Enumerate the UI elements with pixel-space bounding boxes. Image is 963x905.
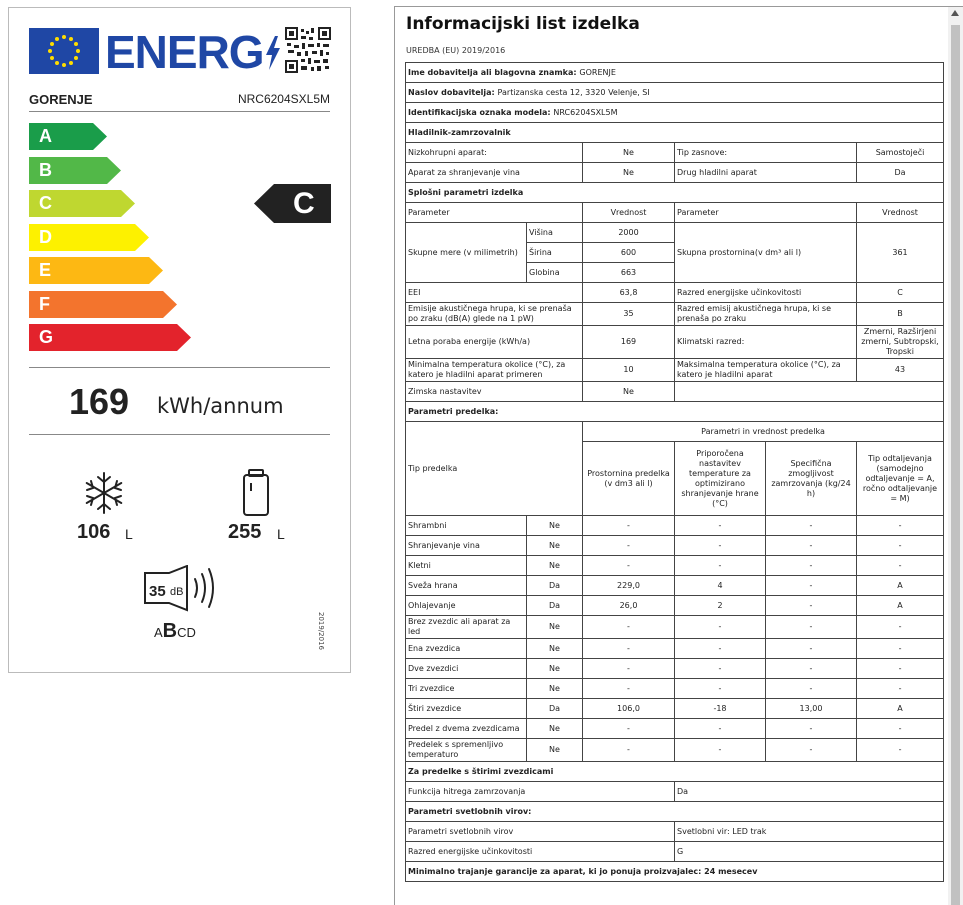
noise-unit: dB [170, 586, 184, 598]
compartment-heading: Parametri predelka: [406, 402, 944, 422]
compartment-name: Kletni [406, 556, 527, 576]
energy-wordmark: ENERG [105, 24, 282, 80]
compartment-defrost: - [857, 659, 944, 679]
compartment-freeze: - [766, 576, 857, 596]
lightning-icon [264, 36, 282, 70]
sheet-regulation: UREDBA (EU) 2019/2016 [406, 46, 506, 55]
compartment-temp: - [675, 556, 766, 576]
climate-label: Klimatski razred: [675, 326, 857, 359]
light-heading: Parametri svetlobnih virov: [406, 802, 944, 822]
compartment-volume: - [583, 719, 675, 739]
compartment-volume: - [583, 679, 675, 699]
compartment-row [406, 576, 944, 596]
compartment-present: Ne [527, 659, 583, 679]
compartment-type-label: Tip predelka [406, 422, 583, 516]
fast-freeze-value: Da [675, 782, 944, 802]
wine-label: Aparat za shranjevanje vina [406, 163, 583, 183]
compartment-params-label: Parametri in vrednost predelka [583, 422, 944, 442]
value-header: Vrednost [583, 203, 675, 223]
compartment-volume: - [583, 639, 675, 659]
compartment-defrost: - [857, 536, 944, 556]
compartment-row [406, 536, 944, 556]
compartment-volume: - [583, 516, 675, 536]
compartment-present: Da [527, 596, 583, 616]
compartment-volume: 26,0 [583, 596, 675, 616]
label-model: NRC6204SXL5M [237, 92, 330, 106]
compartment-row [406, 616, 944, 639]
width-label: Širina [527, 243, 583, 263]
general-heading: Splošni parametri izdelka [406, 183, 944, 203]
model-row: Identifikacijska oznaka modela: NRC6204SXL5M [406, 103, 944, 123]
compartment-volume: - [583, 536, 675, 556]
col-temp-header: Priporočena nastavitev temperature za optimizirano shranjevanje hrane (°C) [675, 442, 766, 516]
compartment-row [406, 679, 944, 699]
compartment-present: Ne [527, 719, 583, 739]
fast-freeze-label: Funkcija hitrega zamrzovanja [406, 782, 675, 802]
compartment-temp: - [675, 739, 766, 762]
compartment-volume: - [583, 659, 675, 679]
compartment-temp: - [675, 659, 766, 679]
freezer-volume-unit: L [125, 526, 133, 542]
scroll-up-arrow-icon[interactable] [951, 10, 959, 16]
compartment-name: Dve zvezdici [406, 659, 527, 679]
snowflake-icon [82, 471, 126, 515]
type-heading: Hladilnik-zamrzovalnik [406, 123, 944, 143]
compartment-freeze: - [766, 536, 857, 556]
compartment-row [406, 739, 944, 762]
divider [29, 367, 330, 368]
compartment-freeze: - [766, 616, 857, 639]
energy-class-bar-a [29, 123, 107, 150]
winter-label: Zimska nastavitev [406, 382, 583, 402]
compartment-freeze: - [766, 679, 857, 699]
compartment-name: Ohlajevanje [406, 596, 527, 616]
compartment-defrost: - [857, 719, 944, 739]
compartment-temp: - [675, 536, 766, 556]
low-noise-label: Nizkohrupni aparat: [406, 143, 583, 163]
compartment-defrost: - [857, 616, 944, 639]
eei-label: EEI [406, 283, 583, 303]
compartment-present: Ne [527, 616, 583, 639]
fridge-volume: 255 [228, 521, 262, 543]
product-info-table [405, 62, 944, 882]
energy-class-letter: C [39, 193, 52, 213]
col-freeze-header: Specifična zmogljivost zamrzovanja (kg/24 h) [766, 442, 857, 516]
param-header: Parameter [675, 203, 857, 223]
energy-class-letter: B [39, 159, 52, 180]
depth-label: Globina [527, 263, 583, 283]
depth-value: 663 [583, 263, 675, 283]
eu-flag-icon [29, 28, 99, 74]
energy-class-value: C [857, 283, 944, 303]
compartment-present: Ne [527, 739, 583, 762]
compartment-defrost: A [857, 699, 944, 719]
compartment-freeze: 13,00 [766, 699, 857, 719]
light-class-label: Razred energijske učinkovitosti [406, 842, 675, 862]
compartment-defrost: - [857, 556, 944, 576]
compartment-defrost: - [857, 639, 944, 659]
winter-value: Ne [583, 382, 675, 402]
compartment-name: Sveža hrana [406, 576, 527, 596]
compartment-row [406, 659, 944, 679]
compartment-name: Brez zvezdic ali aparat za led [406, 616, 527, 639]
noise-table-value: 35 [583, 303, 675, 326]
light-source-value: Svetlobni vir: LED trak [675, 822, 944, 842]
value-header: Vrednost [857, 203, 944, 223]
compartment-row [406, 596, 944, 616]
compartment-defrost: A [857, 576, 944, 596]
fridge-icon [242, 469, 270, 517]
energy-class-bar-c [29, 190, 135, 217]
compartment-name: Predel z dvema zvezdicama [406, 719, 527, 739]
divider [29, 111, 330, 112]
annual-label: Letna poraba energije (kWh/a) [406, 326, 583, 359]
compartment-temp: -18 [675, 699, 766, 719]
compartment-name: Shrambni [406, 516, 527, 536]
compartment-freeze: - [766, 596, 857, 616]
total-volume-label: Skupna prostornina(v dm³ ali l) [675, 223, 857, 283]
compartment-temp: - [675, 616, 766, 639]
compartment-row [406, 556, 944, 576]
compartment-row [406, 699, 944, 719]
energy-class-bar-f [29, 291, 177, 318]
energy-class-letter: F [39, 293, 50, 314]
rated-class-letter: C [293, 187, 315, 220]
divider [29, 434, 330, 435]
vertical-scrollbar[interactable] [948, 7, 963, 905]
scrollbar-thumb[interactable] [951, 25, 960, 905]
warranty-row: Minimalno trajanje garancije za aparat, ki jo ponuja proizvajalec: 24 mesecev [406, 862, 944, 882]
supplier-row: Ime dobavitelja ali blagovna znamka: GORENJE [406, 63, 944, 83]
other-value: Da [857, 163, 944, 183]
compartment-volume: - [583, 739, 675, 762]
annual-energy-value: 169 [69, 381, 130, 422]
compartment-volume: 229,0 [583, 576, 675, 596]
energy-class-letter: A [39, 126, 52, 146]
compartment-freeze: - [766, 516, 857, 536]
compartment-temp: 2 [675, 596, 766, 616]
annual-energy-unit: kWh/annum [157, 394, 284, 418]
compartment-volume: 106,0 [583, 699, 675, 719]
energy-class-letter: E [39, 260, 52, 280]
compartment-temp: - [675, 719, 766, 739]
annual-value: 169 [583, 326, 675, 359]
height-value: 2000 [583, 223, 675, 243]
compartment-volume: - [583, 616, 675, 639]
energy-class-bar-g [29, 324, 191, 351]
compartment-name: Štiri zvezdice [406, 699, 527, 719]
compartment-defrost: - [857, 739, 944, 762]
address-row: Naslov dobavitelja: Partizanska cesta 12, 3320 Velenje, SI [406, 83, 944, 103]
fridge-volume-unit: L [277, 526, 285, 542]
label-regulation: 2019/2016 [317, 612, 325, 650]
design-value: Samostoječi [857, 143, 944, 163]
climate-value: Zmerni, Razširjeni zmerni, Subtropski, Tropski [857, 326, 944, 359]
compartment-name: Predelek s spremenljivo temperaturo [406, 739, 527, 762]
low-noise-value: Ne [583, 143, 675, 163]
empty-cell [675, 382, 944, 402]
energy-class-bar-e [29, 257, 163, 284]
width-value: 600 [583, 243, 675, 263]
compartment-freeze: - [766, 556, 857, 576]
compartment-temp: - [675, 639, 766, 659]
compartment-present: Ne [527, 556, 583, 576]
design-label: Tip zasnove: [675, 143, 857, 163]
compartment-name: Tri zvezdice [406, 679, 527, 699]
noise-value: 35 [149, 583, 166, 600]
noise-class-scale: ABCD [154, 620, 196, 642]
noise-label: Emisije akustičnega hrupa, ki se prenaša po zraku (dB(A) glede na 1 pW) [406, 303, 583, 326]
col-defrost-header: Tip odtaljevanja (samodejno odtaljevanje = A, ročno odtaljevanje = M) [857, 442, 944, 516]
four-star-heading: Za predelke s štirimi zvezdicami [406, 762, 944, 782]
compartment-present: Ne [527, 639, 583, 659]
energy-class-label: Razred energijske učinkovitosti [675, 283, 857, 303]
compartment-row [406, 639, 944, 659]
compartment-temp: - [675, 516, 766, 536]
light-params-label: Parametri svetlobnih virov [406, 822, 675, 842]
compartment-row [406, 516, 944, 536]
wine-value: Ne [583, 163, 675, 183]
min-temp-label: Minimalna temperatura okolice (°C), za katero je hladilni aparat primeren [406, 359, 583, 382]
compartment-name: Ena zvezdica [406, 639, 527, 659]
compartment-volume: - [583, 556, 675, 576]
max-temp-value: 43 [857, 359, 944, 382]
compartment-freeze: - [766, 639, 857, 659]
compartment-temp: 4 [675, 576, 766, 596]
compartment-freeze: - [766, 659, 857, 679]
energy-label [8, 7, 351, 673]
light-class-value: G [675, 842, 944, 862]
product-information-sheet[interactable] [394, 6, 963, 905]
compartment-freeze: - [766, 739, 857, 762]
compartment-present: Ne [527, 536, 583, 556]
compartment-temp: - [675, 679, 766, 699]
compartment-defrost: - [857, 516, 944, 536]
energy-class-bar-b [29, 157, 121, 184]
min-temp-value: 10 [583, 359, 675, 382]
sheet-title: Informacijski list izdelka [406, 14, 640, 34]
energy-class-bar-d [29, 224, 149, 251]
compartment-present: Ne [527, 516, 583, 536]
compartment-freeze: - [766, 719, 857, 739]
param-header: Parameter [406, 203, 583, 223]
compartment-present: Da [527, 576, 583, 596]
col-volume-header: Prostornina predelka (v dm3 ali l) [583, 442, 675, 516]
freezer-volume: 106 [77, 521, 111, 543]
noise-class-value: B [857, 303, 944, 326]
energy-class-letter: G [39, 327, 54, 347]
height-label: Višina [527, 223, 583, 243]
total-volume-value: 361 [857, 223, 944, 283]
dims-label: Skupne mere (v milimetrih) [406, 223, 527, 283]
max-temp-label: Maksimalna temperatura okolice (°C), za katero je hladilni aparat [675, 359, 857, 382]
compartment-present: Ne [527, 679, 583, 699]
compartment-name: Shranjevanje vina [406, 536, 527, 556]
compartment-row [406, 719, 944, 739]
label-brand: GORENJE [29, 92, 93, 107]
other-label: Drug hladilni aparat [675, 163, 857, 183]
qr-code-icon [285, 27, 331, 73]
noise-class-label: Razred emisij akustičnega hrupa, ki se prenaša po zraku [675, 303, 857, 326]
compartment-present: Da [527, 699, 583, 719]
energy-class-letter: D [39, 226, 52, 247]
compartment-defrost: A [857, 596, 944, 616]
compartment-defrost: - [857, 679, 944, 699]
eei-value: 63,8 [583, 283, 675, 303]
